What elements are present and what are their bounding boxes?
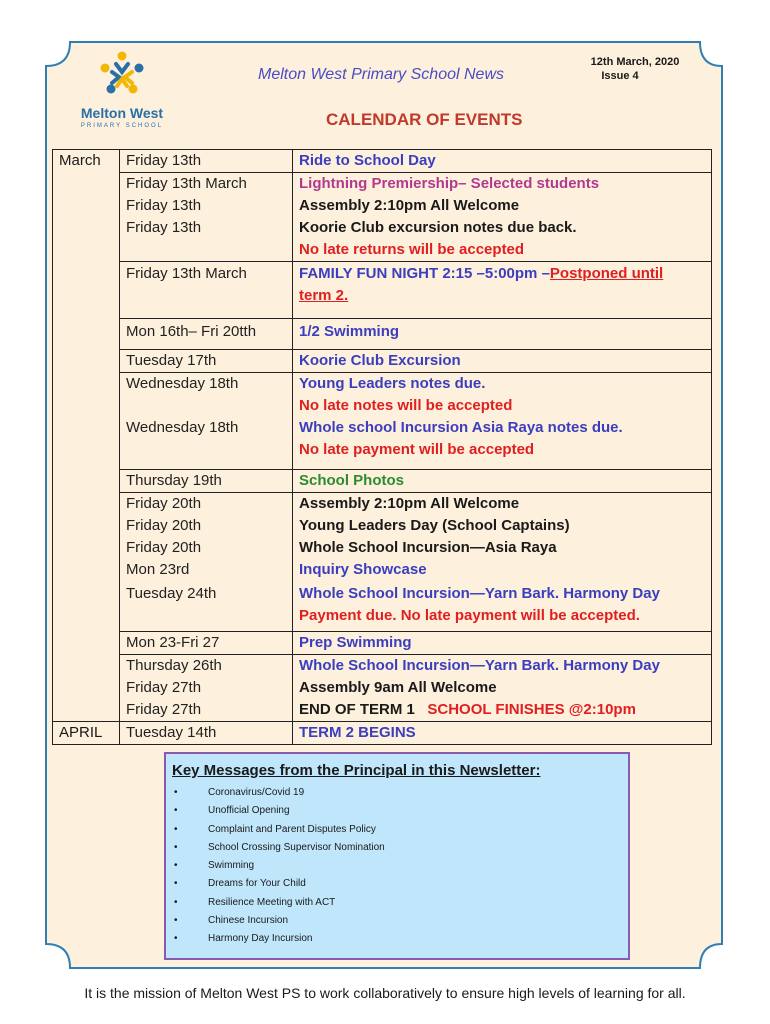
event-date: Friday 13th March [120,173,293,196]
event-line: Whole School Incursion—Yarn Bark. Harmony Day [299,585,660,602]
table-row [53,173,712,196]
table-row [53,581,712,632]
list-item: • Chinese Incursion [174,912,385,930]
event-line [299,263,711,285]
list-item: • Complaint and Parent Disputes Policy [174,821,385,839]
event-date: Friday 27th [120,677,293,699]
event-date: Mon 16th– Fri 20tth [120,319,293,350]
list-item: • Coronavirus/Covid 19 [174,784,385,802]
month-label-april: APRIL [53,722,120,745]
table-row [53,515,712,537]
issue-number: Issue 4 [601,70,639,82]
event-text: Lightning Premiership– Selected students [293,173,712,196]
table-row [53,677,712,699]
table-row [53,373,712,418]
key-messages-list [174,784,385,949]
calendar-title: CALENDAR OF EVENTS [326,110,523,129]
table-row [53,195,712,217]
event-text: School Photos [293,470,712,493]
event-main: FAMILY FUN NIGHT 2:15 –5:00pm – [299,265,550,282]
list-item: • Dreams for Your Child [174,875,385,893]
event-text [293,217,712,262]
event-text [293,373,712,418]
event-date: Friday 13th March [120,262,293,319]
event-line: Young Leaders notes due. [299,375,486,392]
event-date: Thursday 19th [120,470,293,493]
event-postponed: Postponed until [549,265,664,282]
key-messages-box [164,752,630,960]
list-item: • Resilience Meeting with ACT [174,894,385,912]
event-date: Tuesday 17th [120,350,293,373]
table-row [53,493,712,516]
event-main: END OF TERM 1 [299,701,415,718]
event-date: Thursday 26th [120,655,293,678]
event-text: Assembly 9am All Welcome [293,677,712,699]
table-row [53,699,712,722]
event-text: Assembly 2:10pm All Welcome [293,493,712,516]
list-item: • Unofficial Opening [174,802,385,820]
event-date: Friday 13th [120,195,293,217]
event-date: Friday 27th [120,699,293,722]
table-row [53,722,712,745]
event-text [293,262,712,319]
event-text: Koorie Club Excursion [293,350,712,373]
list-item: • Harmony Day Incursion [174,930,385,948]
event-date: Friday 13th [120,150,293,173]
event-text: Ride to School Day [293,150,712,173]
month-label-march: March [53,150,120,722]
school-logo [70,48,174,134]
calendar-table [52,149,712,745]
event-date: Tuesday 14th [120,722,293,745]
event-date: Friday 20th [120,515,293,537]
event-line: Koorie Club excursion notes due back. [299,219,577,236]
event-line: Whole school Incursion Asia Raya notes due. [299,419,623,436]
table-row [53,537,712,559]
mission-statement: It is the mission of Melton West PS to work collaboratively to ensure high levels of learning for all. [84,985,686,1001]
newsletter-title: Melton West Primary School News [258,66,504,83]
event-date: Friday 20th [120,537,293,559]
table-row [53,417,712,470]
event-date: Wednesday 18th [120,373,293,418]
event-note: Payment due. No late payment will be accepted. [299,607,640,624]
table-row [53,262,712,319]
list-item: • School Crossing Supervisor Nomination [174,839,385,857]
event-date: Tuesday 24th [120,581,293,632]
event-date: Mon 23rd [120,559,293,581]
logo-wordmark: Melton West [80,105,164,121]
table-row [53,150,712,173]
event-note: No late notes will be accepted [299,397,513,414]
event-date: Friday 20th [120,493,293,516]
event-text: Young Leaders Day (School Captains) [293,515,712,537]
event-text [293,581,712,632]
event-date: Friday 13th [120,217,293,262]
table-row [53,559,712,581]
table-row [53,319,712,350]
key-messages-title: Key Messages from the Principal in this Newsletter: [172,762,541,779]
event-note: No late returns will be accepted [299,241,525,258]
issue-date: 12th March, 2020 [590,56,680,68]
table-row [53,217,712,262]
table-row [53,350,712,373]
table-row [53,655,712,678]
event-text: Assembly 2:10pm All Welcome [293,195,712,217]
event-text: Inquiry Showcase [293,559,712,581]
event-text: Prep Swimming [293,632,712,655]
event-text [293,699,712,722]
event-date: Wednesday 18th [120,417,293,470]
event-text: Whole School Incursion—Yarn Bark. Harmony Day [293,655,712,678]
event-text: 1/2 Swimming [293,319,712,350]
logo-subtitle: PRIMARY SCHOOL [80,123,164,129]
event-highlight: SCHOOL FINISHES @2:10pm [427,701,636,718]
event-text [293,417,712,470]
event-note: No late payment will be accepted [299,441,535,458]
event-text: TERM 2 BEGINS [293,722,712,745]
table-row [53,632,712,655]
table-row [53,470,712,493]
event-note: term 2. [299,287,349,304]
event-date: Mon 23-Fri 27 [120,632,293,655]
event-text: Whole School Incursion—Asia Raya [293,537,712,559]
list-item: • Swimming [174,857,385,875]
